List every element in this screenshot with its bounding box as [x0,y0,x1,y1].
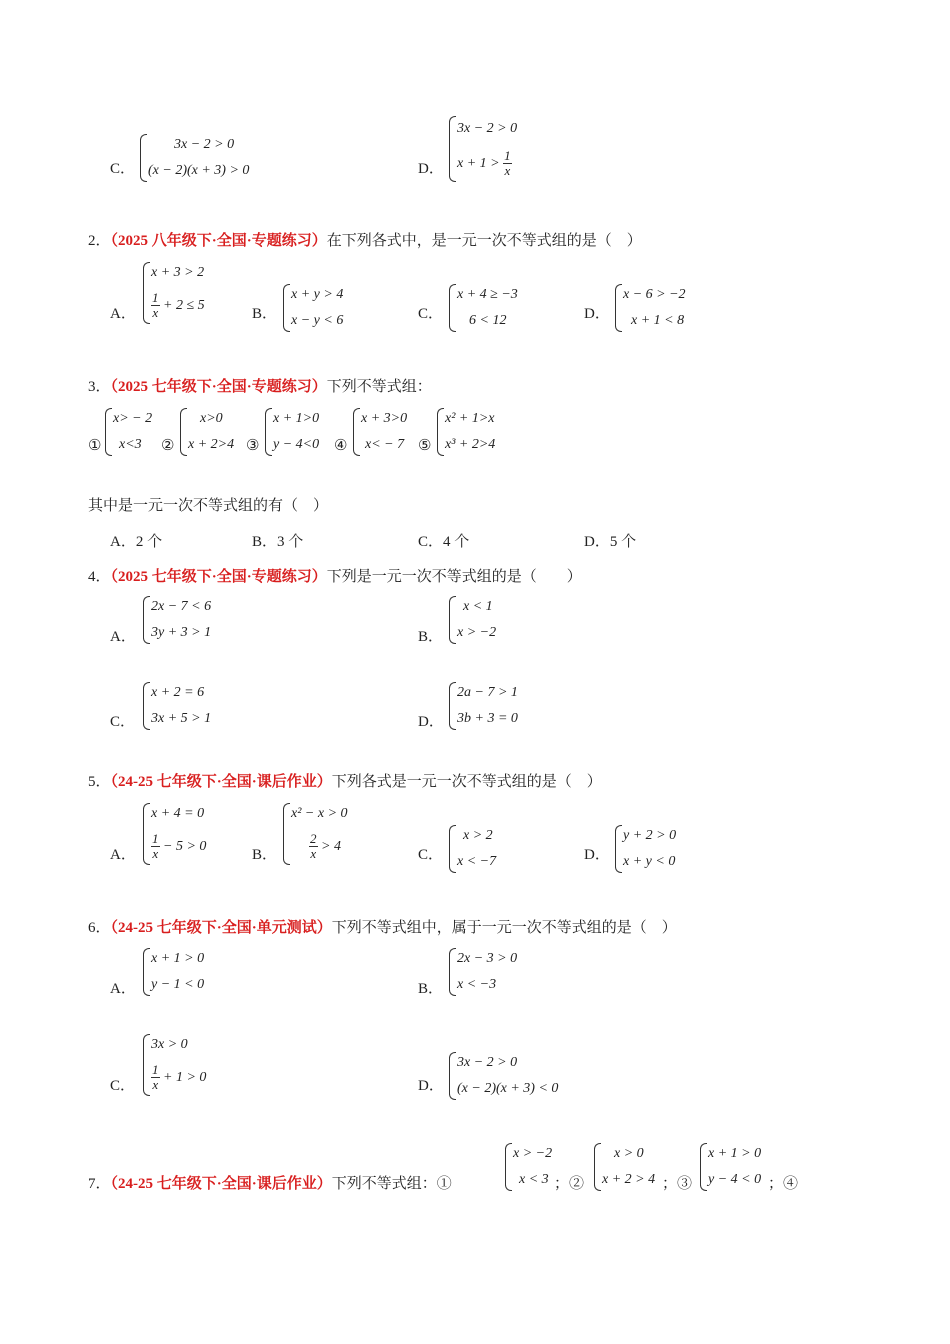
q1-d-fraction: $\frac{1}{x}$ [504,148,511,179]
q7-system-3[interactable]: x + 1 > 0 y − 4 < 0 [700,1141,761,1193]
q1-c-line2: (x − 2)(x + 3) > 0 [148,163,250,178]
q2-option-c-label: C． [418,306,444,322]
q6-option-c-label: C． [110,1078,136,1094]
question-7-stem: 7．（24-25 七年级下·全国·课后作业）下列不等式组：① [88,1176,452,1192]
q2-option-b-label: B． [252,306,278,322]
q1-c-line1: 3x − 2 > 0 [174,137,235,152]
q6-option-d-system[interactable]: 3x − 2 > 0 (x − 2)(x + 3) < 0 [449,1050,558,1102]
question-4-stem: 4．（2025 七年级下·全国·专题练习）下列是一元一次不等式组的是（ ） [88,569,582,585]
q2-option-b-system[interactable]: x + y > 4 x − y < 6 [283,282,343,334]
q6-option-c-system[interactable]: 3x > 0 $\frac{1}{x}$ + 1 > 0 [143,1032,206,1098]
q7-system-2[interactable]: x > 0 x + 2 > 4 [594,1141,655,1193]
q1-option-d-label: D． [418,161,444,177]
q3-ask: 其中是一元一次不等式组的有（ ） [88,498,329,514]
question-6-stem: 6．（24-25 七年级下·全国·单元测试）下列不等式组中，属于一元一次不等式组的是（ ） [88,920,677,936]
q3-option-a[interactable]: A．2 个 [110,534,163,550]
question-4-source: （2025 七年级下·全国·专题练习） [110,569,327,585]
q3-systems-row: ① x> − 2 x<3 ② x>0 x + 2>4 ③ x + 1>0 y − 4<0 ④ x + 3>0 x< − 7 ⑤ x² + 1>x x³ + 2>4 [88,406,528,462]
question-7-source: （24-25 七年级下·全国·课后作业） [110,1176,332,1192]
q2-option-d-system[interactable]: x − 6 > −2 x + 1 < 8 [615,282,686,334]
question-3-source: （2025 七年级下·全国·专题练习） [110,379,327,395]
q1-d-line2: x + 1 > [457,156,500,171]
q5-option-d-system[interactable]: y + 2 > 0 x + y < 0 [615,823,676,875]
q3-system-3[interactable]: x + 1>0 y − 4<0 [265,406,319,458]
q7-system-1[interactable]: x > −2 x < 3 [505,1141,552,1193]
q2-option-a-system[interactable]: x + 3 > 2 $\frac{1}{x}$ + 2 ≤ 5 [143,260,205,326]
q3-option-c[interactable]: C．4 个 [418,534,470,550]
q4-option-c-system[interactable]: x + 2 = 6 3x + 5 > 1 [143,680,211,732]
q6-option-d-label: D． [418,1078,444,1094]
question-6-source: （24-25 七年级下·全国·单元测试） [110,920,332,936]
question-5-stem: 5．（24-25 七年级下·全国·课后作业）下列各式是一元一次不等式组的是（ ） [88,774,602,790]
q5-option-a-system[interactable]: x + 4 = 0 $\frac{1}{x}$ − 5 > 0 [143,801,206,867]
q3-option-b[interactable]: B．3 个 [252,534,304,550]
question-2-stem: 2．（2025 八年级下·全国·专题练习）在下列各式中，是一元一次不等式组的是（ ） [88,233,642,249]
q2-option-d-label: D． [584,306,610,322]
q4-option-a-label: A． [110,629,136,645]
question-5-source: （24-25 七年级下·全国·课后作业） [110,774,332,790]
q6-option-a-label: A． [110,981,136,997]
q5-option-c-system[interactable]: x > 2 x < −7 [449,823,496,875]
q3-system-2[interactable]: x>0 x + 2>4 [180,406,234,458]
q4-option-b-label: B． [418,629,444,645]
q6-option-b-label: B． [418,981,444,997]
q5-option-a-label: A． [110,847,136,863]
q4-option-d-system[interactable]: 2a − 7 > 1 3b + 3 = 0 [449,680,518,732]
q3-system-5[interactable]: x² + 1>x x³ + 2>4 [437,406,495,458]
q1-option-c-label: C． [110,161,136,177]
q5-option-d-label: D． [584,847,610,863]
question-2-source: （2025 八年级下·全国·专题练习） [110,233,327,249]
question-3-stem: 3．（2025 七年级下·全国·专题练习）下列不等式组： [88,379,432,395]
q3-option-d[interactable]: D．5 个 [584,534,637,550]
q4-option-c-label: C． [110,714,136,730]
q5-option-b-system[interactable]: x² − x > 0 $\frac{2}{x}$ > 4 [283,801,348,867]
q5-option-b-label: B． [252,847,278,863]
q4-option-a-system[interactable]: 2x − 7 < 6 3y + 3 > 1 [143,594,211,646]
q3-system-4[interactable]: x + 3>0 x< − 7 [353,406,407,458]
q6-option-a-system[interactable]: x + 1 > 0 y − 1 < 0 [143,946,204,998]
q4-option-b-system[interactable]: x < 1 x > −2 [449,594,496,646]
q3-system-1[interactable]: x> − 2 x<3 [105,406,152,458]
q2-option-a-label: A． [110,306,136,322]
q2-option-c-system[interactable]: x + 4 ≥ −3 6 < 12 [449,282,518,334]
q6-option-b-system[interactable]: 2x − 3 > 0 x < −3 [449,946,517,998]
q1-option-c-system[interactable] [140,132,249,184]
q1-d-line1: 3x − 2 > 0 [457,121,518,136]
q4-option-d-label: D． [418,714,444,730]
q1-option-d-system[interactable] [449,114,517,184]
q5-option-c-label: C． [418,847,444,863]
